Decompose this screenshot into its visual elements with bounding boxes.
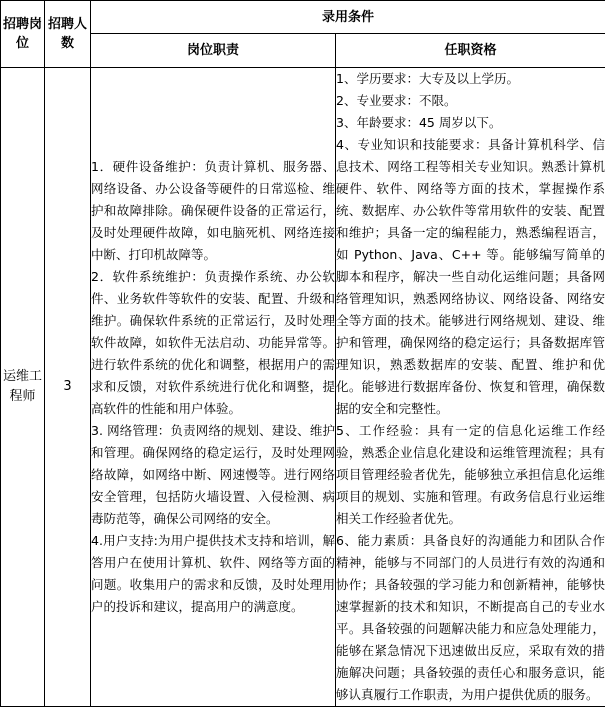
qualification-item-6: 6、能力素质：具备良好的沟通能力和团队合作精神，能够与不同部门的人员进行有效的沟通和协作；具备较强的学习能力和创新精神，能够快速掌握新的技术和知识，不断提高自己的专业水平。具备较强的问题解决能力和应急处理能力，能够在紧急情况下迅速做出反应，采取有效的措施解决问题；具备较强的责任心和服务意识，能够认真履行工作职责，为用户提供优质的服务。 bbox=[336, 530, 605, 706]
cell-duties bbox=[91, 68, 336, 707]
table-row bbox=[1, 68, 605, 707]
header-headcount: 招聘人数 bbox=[45, 1, 91, 68]
header-row-top bbox=[1, 1, 605, 34]
duty-item-1: 1．硬件设备维护：负责计算机、服务器、网络设备、办公设备等硬件的日常巡检、维护和故障排除。确保硬件设备的正常运行，及时处理硬件故障，如电脑死机、网络连接中断、打印机故障等。 bbox=[91, 156, 335, 266]
duty-item-2: 2．软件系统维护：负责操作系统、办公软件、业务软件等软件的安装、配置、升级和维护。确保软件系统的正常运行，及时处理软件故障，如软件无法启动、功能异常等。进行软件系统的优化和调整，根据用户的需求和反馈，对软件系统进行优化和调整，提高软件的性能和用户体验。 bbox=[91, 266, 335, 420]
qualification-item-4: 4、专业知识和技能要求：具备计算机科学、信息技术、网络工程等相关专业知识。熟悉计算机硬件、软件、网络等方面的技术，掌握操作系统、数据库、办公软件等常用软件的安装、配置和维护；具备一定的编程能力，熟悉编程语言，如 Python、Java、C++ 等。能够编写简单的脚本和程序，解决一些自动化运维问题；具备网络管理知识，熟悉网络协议、网络设备、网络安全等方面的技术。能够进行网络规划、建设、维护和管理，确保网络的稳定运行；具备数据库管理知识，熟悉数据库的安装、配置、维护和优化。能够进行数据库备份、恢复和管理，确保数据的安全和完整性。 bbox=[336, 134, 605, 420]
qualification-item-2: 2、专业要求：不限。 bbox=[336, 90, 605, 112]
header-position: 招聘岗位 bbox=[1, 1, 45, 68]
cell-position: 运维工程师 bbox=[1, 68, 45, 707]
header-conditions: 录用条件 bbox=[91, 1, 605, 34]
cell-headcount: 3 bbox=[45, 68, 91, 707]
qualification-item-5: 5、工作经验：具有一定的信息化运维工作经验，熟悉企业信息化建设和运维管理流程；具有项目管理经验者优先，能够独立承担信息化运维项目的规划、实施和管理。有政务信息行业运维相关工作经验者优先。 bbox=[336, 420, 605, 530]
cell-qualifications bbox=[336, 68, 605, 707]
header-row-sub bbox=[1, 34, 605, 68]
duty-item-3: 3. 网络管理：负责网络的规划、建设、维护和管理。确保网络的稳定运行，及时处理网络故障，如网络中断、网速慢等。进行网络安全管理，包括防火墙设置、入侵检测、病毒防范等，确保公司网络的安全。 bbox=[91, 420, 335, 530]
qualification-item-1: 1、学历要求：大专及以上学历。 bbox=[336, 68, 605, 90]
qualification-item-3: 3、年龄要求：45 周岁以下。 bbox=[336, 112, 605, 134]
header-duties: 岗位职责 bbox=[91, 34, 336, 68]
duty-item-4: 4.用户支持:为用户提供技术支持和培训，解答用户在使用计算机、软件、网络等方面的问题。收集用户的需求和反馈，及时处理用户的投诉和建议，提高用户的满意度。 bbox=[91, 530, 335, 618]
header-qualifications: 任职资格 bbox=[336, 34, 605, 68]
